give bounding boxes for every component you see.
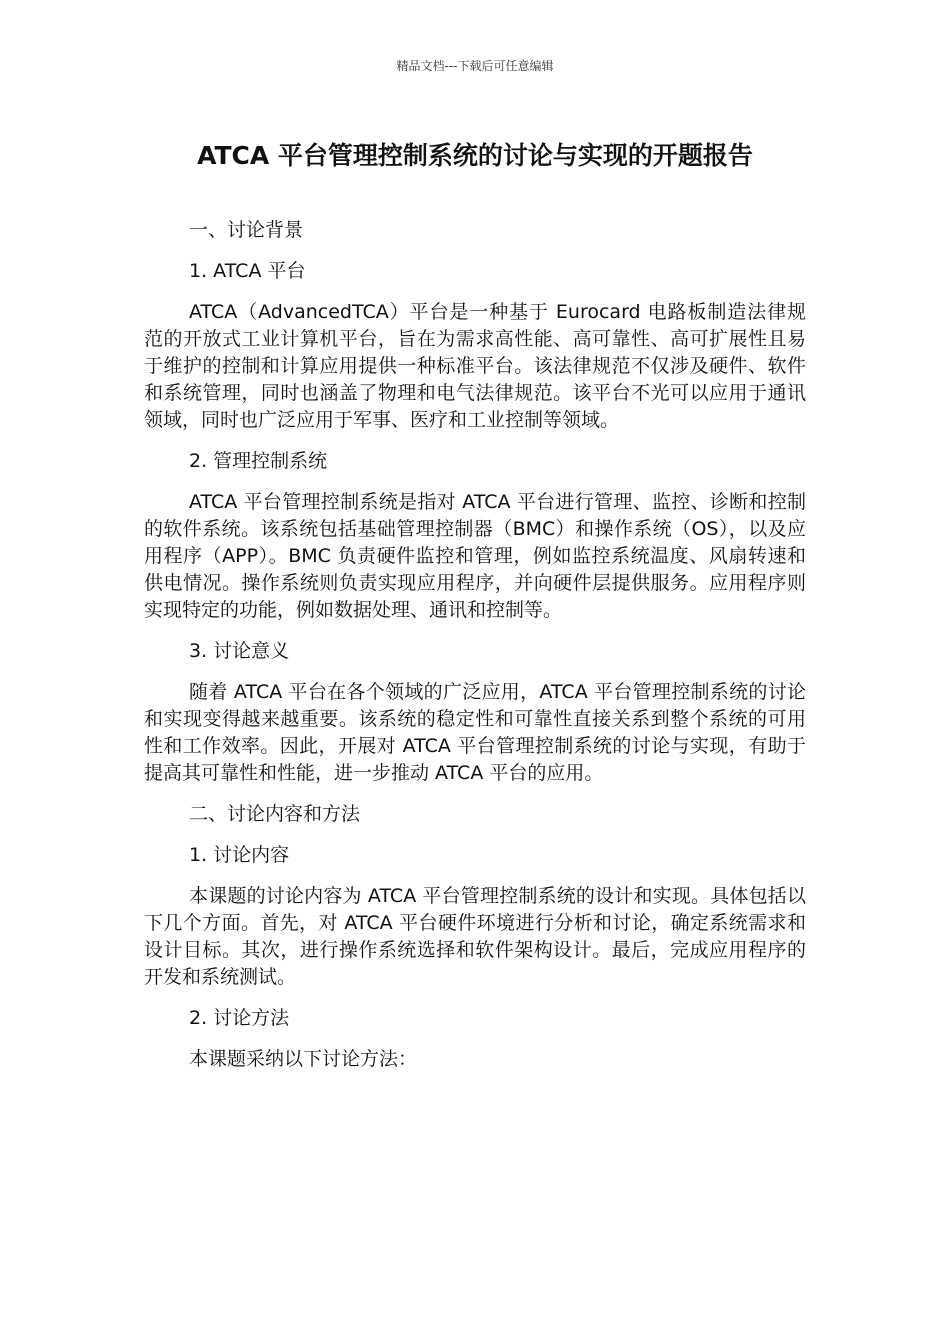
paragraph-significance: 随着 ATCA 平台在各个领域的广泛应用，ATCA 平台管理控制系统的讨论和实现变得越来越重要。该系统的稳定性和可靠性直接关系到整个系统的可用性和工作效率。因此，开展对 ATCA 平台管理控制系统的讨论与实现，有助于提高其可靠性和性能，进一步推动 ATCA 平台的应用。 [144, 681, 806, 784]
document-body [144, 217, 806, 1087]
paragraph-management-system: ATCA 平台管理控制系统是指对 ATCA 平台进行管理、监控、诊断和控制的软件系统。该系统包括基础管理控制器（BMC）和操作系统（OS），以及应用程序（APP）。BMC 负责硬件监控和管理，例如监控系统温度、风扇转速和供电情况。操作系统则负责实现应用程序，并向硬件层提供服务。应用程序则实现特定的功能，例如数据处理、通讯和控制等。 [144, 491, 806, 621]
page-header: 精品文档---下载后可任意编辑 [396, 59, 554, 73]
subsection-heading-content: 1. 讨论内容 [189, 844, 290, 866]
section-heading-content-methods: 二、讨论内容和方法 [189, 803, 361, 825]
subsection-heading-significance: 3. 讨论意义 [189, 640, 290, 662]
document-title: ATCA 平台管理控制系统的讨论与实现的开题报告 [197, 141, 753, 170]
subsection-heading-methods: 2. 讨论方法 [189, 1007, 290, 1029]
section-heading-background: 一、讨论背景 [189, 219, 304, 241]
paragraph-content: 本课题的讨论内容为 ATCA 平台管理控制系统的设计和实现。具体包括以下几个方面。首先，对 ATCA 平台硬件环境进行分析和讨论，确定系统需求和设计目标。其次，进行操作系统选择和软件架构设计。最后，完成应用程序的开发和系统测试。 [144, 885, 806, 988]
subsection-heading-atca-platform: 1. ATCA 平台 [189, 260, 306, 282]
paragraph-atca-platform: ATCA（AdvancedTCA）平台是一种基于 Eurocard 电路板制造法律规范的开放式工业计算机平台，旨在为需求高性能、高可靠性、高可扩展性且易于维护的控制和计算应用提供一种标准平台。该法律规范不仅涉及硬件、软件和系统管理，同时也涵盖了物理和电气法律规范。该平台不光可以应用于通讯领域，同时也广泛应用于军事、医疗和工业控制等领域。 [144, 301, 806, 431]
subsection-heading-management-system: 2. 管理控制系统 [189, 450, 328, 472]
paragraph-methods: 本课题采纳以下讨论方法： [189, 1048, 418, 1070]
